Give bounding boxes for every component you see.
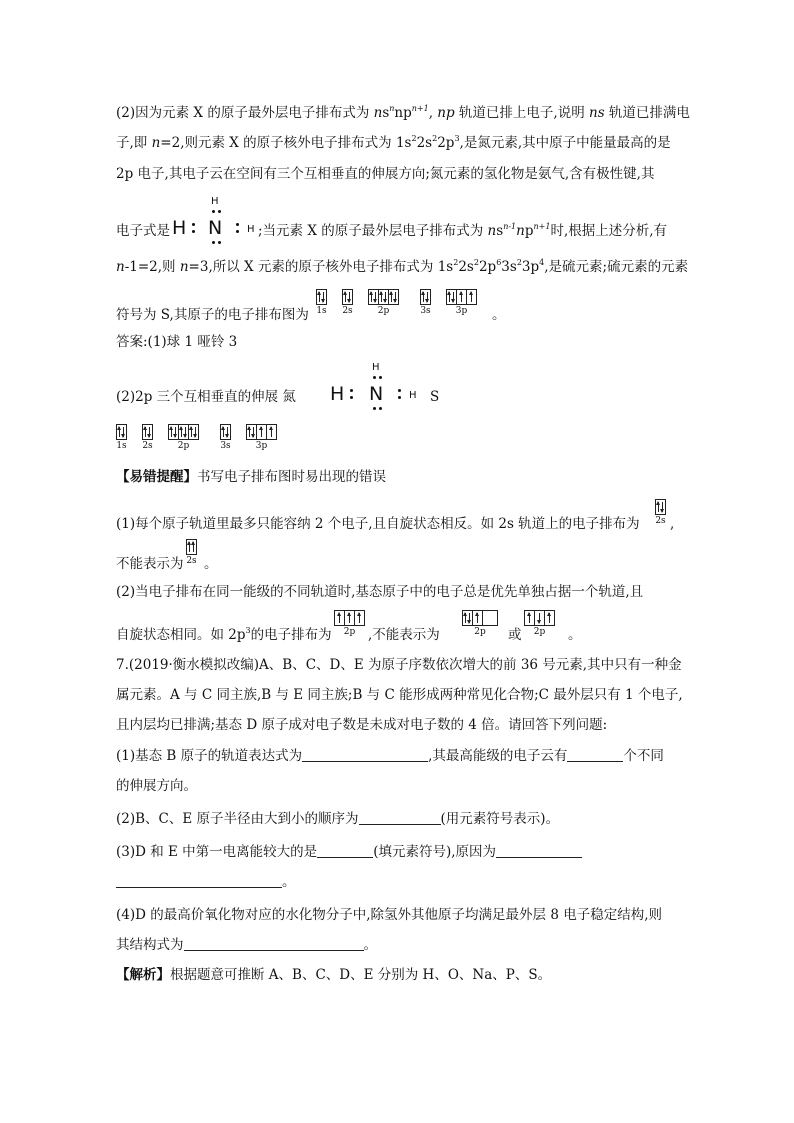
answer-line1: 答案:(1)球 1 哑铃 3 (116, 334, 238, 350)
orbital-2s-correct: 2s (655, 499, 666, 527)
note-line4-end: 。 (568, 627, 582, 643)
q7-line1: 7.(2019·衡水模拟改编)A、B、C、D、E 为原子序数依次增大的前 36 号元素,其中只有一种金 (116, 657, 682, 673)
orbital-2p-wrong-1: 2p (462, 610, 498, 638)
q7-line7: (3)D 和 E 中第一电离能较大的是 (填元素符号),原因为 (116, 843, 582, 861)
note-line2-end: 。 (204, 556, 218, 572)
q7-line4: (1)基态 B 原子的轨道表达式为 ,其最高能级的电子云有 个不同 (116, 748, 664, 764)
para1-line6-end: 。 (492, 307, 506, 323)
answer-blank-4 (317, 845, 373, 858)
answer-blank-5 (496, 845, 582, 858)
q7-line8: 。 (116, 873, 296, 891)
note-heading: 【易错提醒】书写电子排布图时易出现的错误 (116, 469, 386, 485)
note-line4: 自旋状态相同。如 $2p^3$的电子排布为 (116, 626, 332, 643)
q7-line5: 的伸展方向。 (116, 778, 197, 794)
para1-line4-label: 电子式是 (116, 223, 170, 239)
lewis-n: N (208, 217, 223, 239)
note-line4-or: 或 (508, 627, 522, 643)
orbital-2p-correct: 2p (334, 610, 365, 638)
answer-blank-2 (567, 749, 623, 762)
lewis-h-left: H (172, 217, 187, 239)
analysis-line: 【解析】根据题意可推断 A、B、C、D、E 分别为 H、O、Na、P、S。 (116, 967, 552, 983)
q7-line2: 属元素。A 与 C 同主族,B 与 E 同主族;B 与 C 能形成两种常见化合物;C 最外层只有 1 个电子, (116, 687, 683, 703)
answer-blank-1 (302, 749, 428, 762)
orbital-2s: 2s (342, 289, 353, 317)
note-line1-end: , (670, 516, 675, 532)
orbital-3s: 3s (420, 289, 431, 317)
answer-blank-3 (359, 812, 441, 825)
orbital-2p-wrong-2: 2p (524, 610, 555, 638)
ammonia-lewis-structure-2: H H N H (330, 362, 420, 412)
orbital-3p: 3p (446, 289, 477, 317)
orbital-1s: 1s (316, 289, 327, 317)
q7-line6: (2)B、C、E 原子半径由大到小的顺序为 (用元素符号表示)。 (116, 811, 560, 827)
answer-line2-text: (2)2p 三个互相垂直的伸展 氮 (116, 389, 296, 405)
para1-line2: 子,即 n=2,则元素 X 的原子核外电子排布式为 $1s^22s^22p^3$,是氮元素,其中原子中能量最高的是 (116, 134, 671, 151)
answer-symbol-s: S (430, 389, 440, 405)
q7-line10: 其结构式为 。 (116, 937, 377, 953)
para1-line3: 2p 电子,其电子云在空间有三个互相垂直的伸展方向;氮元素的氢化物是氨气,含有极性键,其 (116, 166, 655, 182)
note-line3: (2)当电子排布在同一能级的不同轨道时,基态原子中的电子总是优先单独占据一个轨道,且 (116, 584, 644, 600)
note-line1: (1)每个原子轨道里最多只能容纳 2 个电子,且自旋状态相反。如 2s 轨道上的电子排布为 (116, 516, 640, 532)
q7-line9: (4)D 的最高价氧化物对应的水化物分子中,除氢外其他原子均满足最外层 8 电子稳定结构,则 (116, 907, 662, 923)
orbital-2s-wrong: 2s (186, 539, 197, 567)
ammonia-lewis-structure-1 (172, 196, 258, 246)
lewis-h-top: H (211, 196, 219, 207)
lewis-h-right: H (247, 224, 255, 235)
answer-blank-6 (116, 875, 282, 888)
note-line2: 不能表示为 (116, 556, 184, 572)
para1-line5: n-1=2,则 n=3,所以 X 元素的原子核外电子排布式为 $1s^22s^22p^63s^23p^4$,是硫元素;硫元素的元素 (116, 258, 689, 275)
para1-line6: 符号为 S,其原子的电子排布图为 (116, 307, 309, 323)
para1-line4-rest: ;当元素 X 的原子最外层电子排布式为 $ns^{n-1}np^{n+1}$时,根据上述分析,有 (258, 222, 668, 239)
answer-blank-7 (184, 938, 364, 951)
orbital-2p: 2p (368, 289, 399, 317)
para1-line1: (2)因为元素 X 的原子最外层电子排布式为 $ns^nnp^{n+1}$, np 轨道已排上电子,说明 ns 轨道已排满电 (116, 104, 690, 121)
q7-line3: 且内层均已排满;基态 D 原子成对电子数是未成对电子数的 4 倍。请回答下列问题: (116, 717, 608, 733)
note-line4-mid: ,不能表示为 (368, 627, 440, 643)
